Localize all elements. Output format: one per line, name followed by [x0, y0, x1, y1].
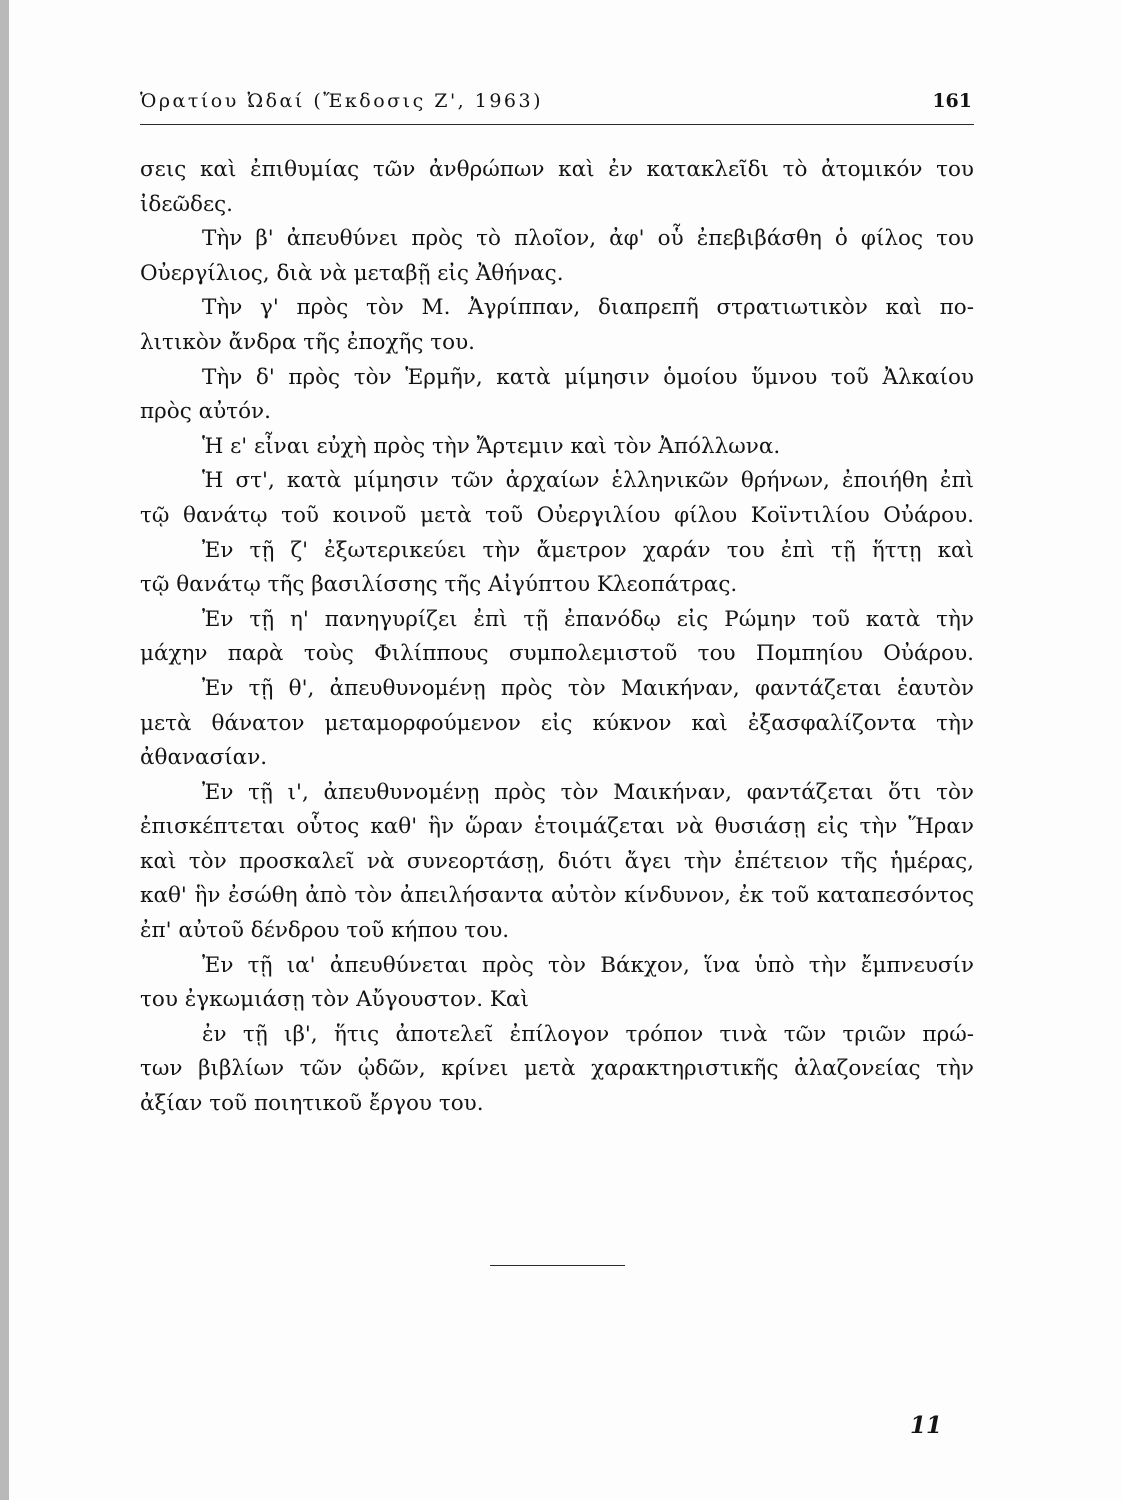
text-line: τῷ θανάτῳ τῆς βασιλίσσης τῆς Αἰγύπτου Κλεοπάτρας. — [140, 572, 738, 598]
text-line: λιτικὸν ἄνδρα τῆς ἐποχῆς του. — [140, 329, 475, 355]
text-line: Οὐεργίλιος, διὰ νὰ μεταβῇ εἰς Ἀθήνας. — [140, 260, 564, 286]
text-line: Τὴν γ' πρὸς τὸν Μ. Ἀγρίππαν, διαπρεπῆ στρατιωτικὸν καὶ πο- — [202, 295, 974, 321]
page-number: 161 — [932, 90, 972, 112]
text-line: μάχην παρὰ τοὺς Φιλίππους συμπολεμιστοῦ του Πομπηίου Οὐάρου. — [140, 641, 974, 667]
page-header — [140, 84, 974, 125]
text-line: μετὰ θάνατον μεταμορφούμενον εἰς κύκνον καὶ ἐξασφαλίζοντα τὴν — [140, 710, 974, 736]
body-text — [140, 153, 974, 1122]
text-line: Ἐν τῇ ζ' ἐξωτερικεύει τὴν ἄμετρον χαράν του ἐπὶ τῇ ἥττῃ καὶ — [202, 537, 974, 563]
text-line: πρὸς αὐτόν. — [140, 399, 271, 425]
text-line: Ἡ στ', κατὰ μίμησιν τῶν ἀρχαίων ἑλληνικῶν θρήνων, ἐποιήθη ἐπὶ — [202, 468, 974, 494]
text-line: Τὴν β' ἀπευθύνει πρὸς τὸ πλοῖον, ἀφ' οὗ ἐπεβιβάσθη ὁ φίλος του — [202, 226, 974, 252]
text-line: ἀξίαν τοῦ ποιητικοῦ ἔργου του. — [140, 1091, 484, 1117]
text-line: καθ' ἣν ἐσώθη ἀπὸ τὸν ἀπειλήσαντα αὐτὸν κίνδυνον, ἐκ τοῦ καταπεσόντος — [140, 883, 974, 909]
text-line: ἀθανασίαν. — [140, 745, 268, 771]
text-line: Ἡ ε' εἶναι εὐχὴ πρὸς τὴν Ἄρτεμιν καὶ τὸν Ἀπόλλωνα. — [202, 433, 781, 459]
text-line: των βιβλίων τῶν ᾠδῶν, κρίνει μετὰ χαρακτηριστικῆς ἀλαζονείας τὴν — [140, 1056, 974, 1082]
text-line: Τὴν δ' πρὸς τὸν Ἑρμῆν, κατὰ μίμησιν ὁμοίου ὕμνου τοῦ Ἀλκαίου — [202, 364, 974, 390]
text-line: ἐπισκέπτεται οὗτος καθ' ἣν ὥραν ἑτοιμάζεται νὰ θυσιάσῃ εἰς τὴν Ἥραν — [140, 814, 974, 840]
text-line: ἐπ' αὐτοῦ δένδρου τοῦ κήπου του. — [140, 918, 510, 944]
text-line: Ἐν τῇ θ', ἀπευθυνομένῃ πρὸς τὸν Μαικήναν, φαντάζεται ἑαυτὸν — [202, 675, 974, 701]
closing-rule — [490, 1265, 625, 1266]
text-line: Ἐν τῇ η' πανηγυρίζει ἐπὶ τῇ ἐπανόδῳ εἰς Ρώμην τοῦ κατὰ τὴν — [202, 606, 974, 632]
signature-mark: 11 — [910, 1412, 943, 1439]
text-line: καὶ τὸν προσκαλεῖ νὰ συνεορτάσῃ, διότι ἄγει τὴν ἐπέτειον τῆς ἡμέρας, — [140, 848, 974, 874]
text-line: ἐν τῇ ιβ', ἥτις ἀποτελεῖ ἐπίλογον τρόπον τινὰ τῶν τριῶν πρώ- — [202, 1021, 974, 1047]
running-title: Ὁρατίου Ὠδαί (Ἔκδοσις Ζ', 1963) — [140, 90, 544, 112]
text-line: σεις καὶ ἐπιθυμίας τῶν ἀνθρώπων καὶ ἐν κατακλεῖδι τὸ ἀτομικόν του — [140, 157, 974, 182]
text-line: του ἐγκωμιάσῃ τὸν Αὔγουστον. Καὶ — [140, 987, 529, 1013]
text-line: Ἐν τῇ ι', ἀπευθυνομένῃ πρὸς τὸν Μαικήναν, φαντάζεται ὅτι τὸν — [202, 779, 974, 805]
scan-gutter — [0, 0, 9, 1500]
text-line: Ἐν τῇ ια' ἀπευθύνεται πρὸς τὸν Βάκχον, ἵνα ὑπὸ τὴν ἔμπνευσίν — [202, 952, 974, 978]
text-line: τῷ θανάτῳ τοῦ κοινοῦ μετὰ τοῦ Οὐεργιλίου φίλου Κοϊντιλίου Οὐάρου. — [140, 502, 974, 528]
text-line: ἰδεῶδες. — [140, 191, 234, 217]
